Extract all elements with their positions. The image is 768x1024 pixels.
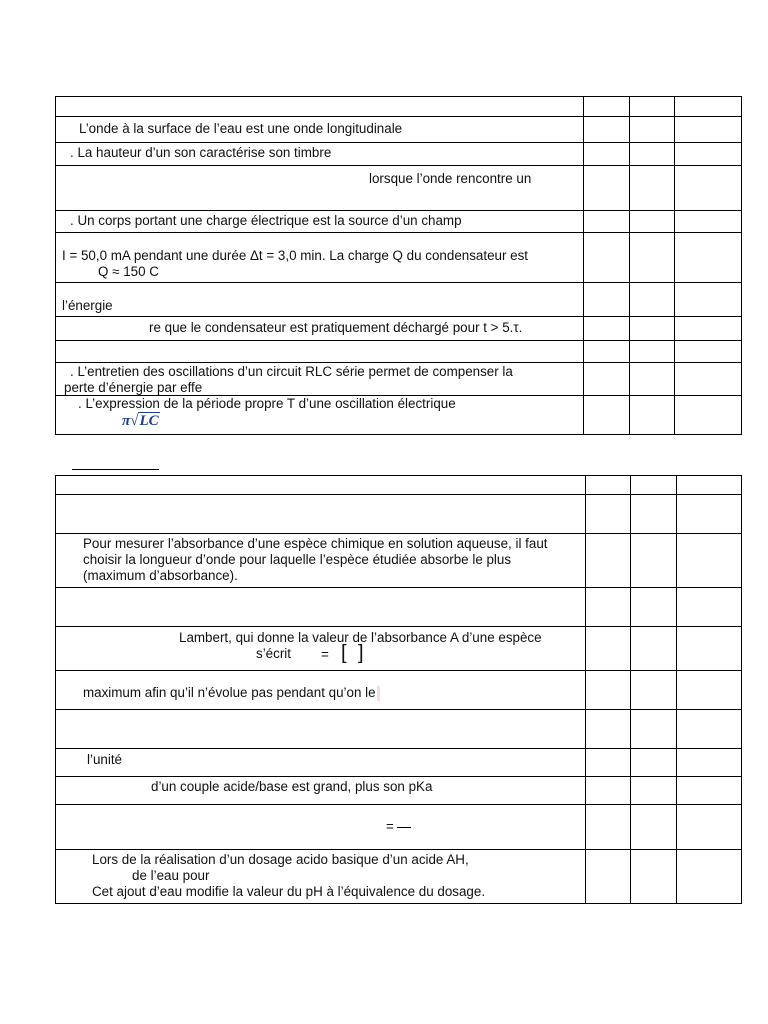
table-row xyxy=(56,363,742,396)
answer-cell[interactable] xyxy=(586,805,631,850)
answer-cell[interactable] xyxy=(675,211,742,233)
answer-cell[interactable] xyxy=(630,97,675,117)
answer-cell[interactable] xyxy=(675,363,742,396)
statement-text: I = 50,0 mA pendant une durée Δt = 3,0 min. La charge Q du condensateur est xyxy=(62,248,529,263)
answer-cell[interactable] xyxy=(586,495,631,534)
answer-cell[interactable] xyxy=(675,117,742,143)
bracket-close: ] xyxy=(358,642,364,664)
statement-text: . L’expression de la période propre T d’une oscillation électrique xyxy=(78,396,456,411)
statement-cell xyxy=(56,317,584,341)
table-row xyxy=(56,396,742,435)
answer-cell[interactable] xyxy=(675,166,742,211)
statement-text: Cet ajout d’eau modifie la valeur du pH à l’équivalence du dosage. xyxy=(92,884,486,899)
answer-cell[interactable] xyxy=(586,627,631,671)
statement-line: maximum afin qu’il n’évolue pas pendant qu’on le xyxy=(83,685,376,700)
answer-cell[interactable] xyxy=(584,97,630,117)
table-row xyxy=(56,850,742,904)
answer-cell[interactable] xyxy=(677,805,742,850)
answer-cell[interactable] xyxy=(677,710,742,749)
answer-cell[interactable] xyxy=(586,476,631,495)
answer-cell[interactable] xyxy=(631,534,677,588)
table-row xyxy=(56,317,742,341)
statement-text: . La hauteur d’un son caractérise son timbre xyxy=(70,145,332,160)
answer-cell[interactable] xyxy=(675,97,742,117)
answer-cell[interactable] xyxy=(630,211,675,233)
statement-text: Q ≈ 150 C xyxy=(98,264,159,279)
answer-cell[interactable] xyxy=(677,534,742,588)
statement-text: . Un corps portant une charge électrique est la source d’un champ xyxy=(70,213,462,228)
answer-cell[interactable] xyxy=(586,671,631,710)
table-row xyxy=(56,534,742,588)
equals-sign: = xyxy=(386,819,394,834)
answer-cell[interactable] xyxy=(584,396,630,435)
statement-cell xyxy=(56,495,586,534)
statement-text: l’énergie xyxy=(62,298,113,313)
answer-cell[interactable] xyxy=(675,317,742,341)
answer-cell[interactable] xyxy=(631,710,677,749)
statement-text: choisir la longueur d’onde pour laquelle l’espèce étudiée absorbe le plus xyxy=(83,552,512,567)
table-row xyxy=(56,495,742,534)
answer-cell[interactable] xyxy=(584,117,630,143)
answer-cell[interactable] xyxy=(584,233,630,283)
answer-cell[interactable] xyxy=(631,671,677,710)
answer-cell[interactable] xyxy=(677,476,742,495)
statement-text: de l’eau pour xyxy=(132,868,210,883)
statement-text xyxy=(83,685,380,701)
statement-text xyxy=(386,819,411,835)
pi-symbol: π xyxy=(122,413,131,429)
answer-cell[interactable] xyxy=(631,627,677,671)
statement-cell xyxy=(56,396,584,435)
statement-cell xyxy=(56,805,586,850)
statement-text: . L’entretien des oscillations d’un circuit RLC série permet de compenser la xyxy=(70,364,513,379)
statement-text: s’écrit xyxy=(256,646,291,661)
statement-cell xyxy=(56,588,586,627)
answer-cell[interactable] xyxy=(677,588,742,627)
statement-cell xyxy=(56,117,584,143)
section-underline xyxy=(72,469,159,470)
statement-cell xyxy=(56,363,584,396)
answer-cell[interactable] xyxy=(586,588,631,627)
answer-cell[interactable] xyxy=(675,396,742,435)
table-row xyxy=(56,749,742,777)
statement-text: Lambert, qui donne la valeur de l’absorbance A d’une espèce xyxy=(179,630,542,645)
table-row xyxy=(56,341,742,363)
answer-cell[interactable] xyxy=(677,749,742,777)
answer-cell[interactable] xyxy=(586,710,631,749)
answer-cell[interactable] xyxy=(631,777,677,805)
answer-cell[interactable] xyxy=(584,317,630,341)
statement-text: re que le condensateur est pratiquement déchargé pour t > 5.τ. xyxy=(149,320,523,335)
statement-cell xyxy=(56,671,586,710)
statement-text: lorsque l’onde rencontre un xyxy=(369,171,532,186)
answer-cell[interactable] xyxy=(584,211,630,233)
statement-text: (maximum d’absorbance). xyxy=(83,568,238,583)
table-row xyxy=(56,117,742,143)
answer-cell[interactable] xyxy=(631,749,677,777)
answer-cell[interactable] xyxy=(586,749,631,777)
period-formula xyxy=(122,413,160,430)
statement-cell xyxy=(56,710,586,749)
answer-cell[interactable] xyxy=(631,805,677,850)
statement-text: d’un couple acide/base est grand, plus son pKa xyxy=(151,779,433,794)
answer-cell[interactable] xyxy=(630,363,675,396)
answer-cell[interactable] xyxy=(630,396,675,435)
statement-cell xyxy=(56,143,584,166)
table-row xyxy=(56,233,742,283)
statement-cell xyxy=(56,850,586,904)
table-row xyxy=(56,211,742,233)
answer-cell[interactable] xyxy=(586,850,631,904)
answer-cell[interactable] xyxy=(677,627,742,671)
table-row xyxy=(56,805,742,850)
table-row xyxy=(56,588,742,627)
table-row xyxy=(56,143,742,166)
statement-cell xyxy=(56,341,584,363)
answer-cell[interactable] xyxy=(675,143,742,166)
table-row xyxy=(56,97,742,117)
statement-cell xyxy=(56,233,584,283)
highlight-mark xyxy=(377,686,380,701)
answer-cell[interactable] xyxy=(675,283,742,317)
answer-cell[interactable] xyxy=(630,283,675,317)
answer-cell[interactable] xyxy=(584,166,630,211)
statement-cell xyxy=(56,166,584,211)
answer-cell[interactable] xyxy=(631,588,677,627)
statement-cell xyxy=(56,97,584,117)
statement-cell xyxy=(56,283,584,317)
answer-cell[interactable] xyxy=(630,143,675,166)
table-row xyxy=(56,627,742,671)
table-row xyxy=(56,710,742,749)
statement-text: Pour mesurer l’absorbance d’une espèce chimique en solution aqueuse, il faut xyxy=(83,536,548,551)
answer-cell[interactable] xyxy=(630,341,675,363)
formula-radicand: LC xyxy=(139,413,159,429)
table-row xyxy=(56,476,742,495)
statement-cell xyxy=(56,627,586,671)
answer-cell[interactable] xyxy=(584,143,630,166)
answer-cell[interactable] xyxy=(631,495,677,534)
answer-cell[interactable] xyxy=(677,495,742,534)
answer-cell[interactable] xyxy=(631,850,677,904)
table-row xyxy=(56,777,742,805)
statement-cell xyxy=(56,534,586,588)
statement-cell xyxy=(56,476,586,495)
statement-text: Lors de la réalisation d’un dosage acido basique d’un acide AH, xyxy=(92,852,469,867)
answer-cell[interactable] xyxy=(677,850,742,904)
statement-text: l’unité xyxy=(87,752,122,767)
answer-cell[interactable] xyxy=(630,166,675,211)
quiz-table-2 xyxy=(55,475,742,904)
sqrt-symbol: √ xyxy=(130,413,139,429)
answer-cell[interactable] xyxy=(584,283,630,317)
table-row xyxy=(56,671,742,710)
statement-cell xyxy=(56,749,586,777)
answer-cell[interactable] xyxy=(631,476,677,495)
statement-cell xyxy=(56,211,584,233)
answer-cell[interactable] xyxy=(675,341,742,363)
equals-sign: = xyxy=(321,647,329,662)
answer-cell[interactable] xyxy=(584,341,630,363)
answer-cell[interactable] xyxy=(630,117,675,143)
answer-cell[interactable] xyxy=(677,777,742,805)
answer-cell[interactable] xyxy=(584,363,630,396)
fraction-bar xyxy=(397,827,411,828)
bracket-open: [ xyxy=(341,642,347,664)
table-row xyxy=(56,283,742,317)
answer-cell[interactable] xyxy=(586,534,631,588)
answer-cell[interactable] xyxy=(630,317,675,341)
statement-cell xyxy=(56,777,586,805)
answer-cell[interactable] xyxy=(677,671,742,710)
table-row xyxy=(56,166,742,211)
statement-text: L’onde à la surface de l’eau est une onde longitudinale xyxy=(79,121,403,136)
answer-cell[interactable] xyxy=(630,233,675,283)
answer-cell[interactable] xyxy=(675,233,742,283)
statement-text: perte d’énergie par effe xyxy=(64,380,203,395)
answer-cell[interactable] xyxy=(586,777,631,805)
quiz-table-1 xyxy=(55,96,742,435)
